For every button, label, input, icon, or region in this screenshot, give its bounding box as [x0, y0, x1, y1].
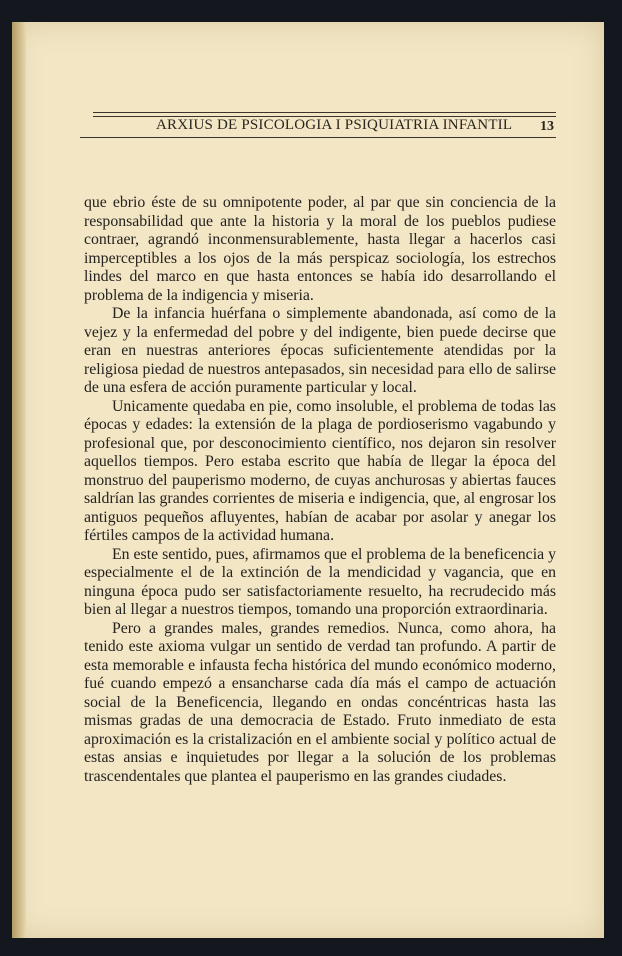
- paragraph-5: Pero a grandes males, grandes remedios. Nunca, como ahora, ha tenido este axioma vulgar un sentido de verdad tan profundo. A partir de esta memorable e infausta fecha histórica del mundo económico moderno, fué cuando empezó a ensancharse cada día más el campo de actuación social de la Beneficencia, llegando en ondas concéntricas hasta las mismas gradas de una democracia de Estado. Fruto inmediato de esta aproximación es la cristalización en el ambiente social y político actual de estas ansias e inquietudes por llegar a la solución de los problemas trascendentales que plantea el pauperismo en las grandes ciudades.: [84, 619, 556, 785]
- book-page: [12, 22, 604, 938]
- running-header: [80, 106, 556, 146]
- paragraph-3: Unicamente quedaba en pie, como insoluble, el problema de todas las épocas y edades: la extensión de la plaga de pordioserismo vagabundo y profesional que, por desconocimiento científico, nos dejaron sin resolver aquellos tiempos. Pero estaba escrito que había de llegar la época del monstruo del pauperismo moderno, de cuyas anchurosas y abiertas fauces saldrían las grandes corrientes de miseria e indigencia, que, al engrosar los antiguos pequeños afluyentes, habían de acabar por asolar y anegar los fértiles campos de la actividad humana.: [84, 397, 556, 544]
- paragraph-1: que ebrio éste de su omnipotente poder, al par que sin conciencia de la responsabilidad que ante la historia y la moral de los pueblos pudiese contraer, agrandó inconmensurablemente, hasta llegar a hacerlos casi imperceptibles a los ojos de la más perspicaz sociología, los estrechos lindes del marco en que hasta entonces se había ido desarrollando el problema de la indigencia y miseria.: [84, 194, 556, 304]
- running-title: ARXIUS DE PSICOLOGIA I PSIQUIATRIA INFANTIL: [156, 117, 513, 133]
- page-number: 13: [540, 119, 554, 134]
- paragraph-2: De la infancia huérfana o simplemente abandonada, así como de la vejez y la enfermedad del pobre y del indigente, bien puede decirse que eran en nuestras anteriores épocas suficientemente atendidas por la religiosa piedad de nuestros antepasados, sin necesidad para ello de salirse de una esfera de acción puramente particular y local.: [84, 305, 556, 396]
- header-rule-bottom: [80, 137, 556, 138]
- header-rule-top: [93, 112, 556, 113]
- paragraph-4: En este sentido, pues, afirmamos que el problema de la beneficencia y especialmente el de la extinción de la mendicidad y vagancia, que en ninguna época pudo ser satisfactoriamente resuelto, ha recrudecido más bien al llegar a nuestros tiempos, tomando una proporción extraordinaria.: [84, 545, 556, 618]
- page-spine-edge: [12, 22, 26, 938]
- body-text: [84, 194, 556, 786]
